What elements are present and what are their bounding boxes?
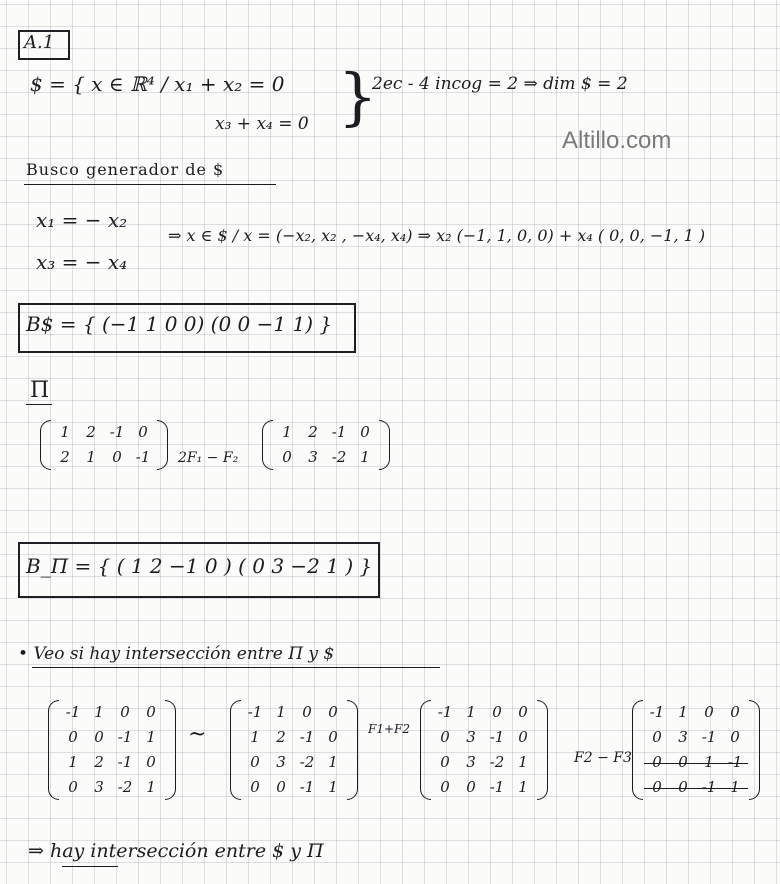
row-operation: 2F₁ − F₂ bbox=[178, 450, 239, 466]
matrix-cell: -1 bbox=[701, 778, 717, 796]
matrix-row bbox=[274, 420, 378, 445]
matrix-left-paren bbox=[262, 420, 273, 470]
strike-line bbox=[644, 763, 748, 764]
matrix-cell: 0 bbox=[276, 778, 286, 796]
row-operation-f2-f3: F2 − F3 bbox=[574, 750, 632, 766]
equivalence-symbol: ~ bbox=[188, 722, 207, 747]
matrix-left-paren bbox=[420, 700, 431, 800]
matrix-right-paren bbox=[347, 700, 358, 800]
matrix-cell: 0 bbox=[120, 703, 130, 721]
matrix-cell: 0 bbox=[68, 778, 78, 796]
reduction-matrix-3 bbox=[432, 700, 536, 800]
matrix-cell: 0 bbox=[440, 728, 450, 746]
matrix-cell: -1 bbox=[135, 448, 151, 466]
matrix-left-paren bbox=[40, 420, 51, 470]
matrix-cell: -1 bbox=[117, 728, 133, 746]
set-definition-line1: $ = { x ∈ ℝ⁴ / x₁ + x₂ = 0 bbox=[30, 72, 285, 96]
matrix-cell: 0 bbox=[492, 703, 502, 721]
matrix-cell: 1 bbox=[60, 423, 70, 441]
matrix-cell: 2 bbox=[60, 448, 70, 466]
matrix-cell: -1 bbox=[299, 778, 315, 796]
matrix-row bbox=[52, 445, 156, 470]
heading-underline bbox=[24, 184, 276, 185]
matrix-cell: -1 bbox=[247, 703, 263, 721]
matrix-cell: -1 bbox=[701, 728, 717, 746]
conclusion-underline bbox=[62, 866, 118, 867]
intersection-heading: • Veo si hay intersección entre Π y $ bbox=[18, 644, 335, 664]
matrix-row bbox=[60, 725, 164, 750]
matrix-right-paren bbox=[157, 420, 168, 470]
matrix-cell: 0 bbox=[730, 728, 740, 746]
matrix-cell: 0 bbox=[138, 423, 148, 441]
matrix-row bbox=[60, 750, 164, 775]
pi-label: Π bbox=[30, 378, 50, 403]
matrix-cell: -2 bbox=[489, 753, 505, 771]
matrix-pi-reduced bbox=[274, 420, 378, 470]
matrix-cell: 1 bbox=[282, 423, 292, 441]
matrix-row bbox=[432, 750, 536, 775]
matrix-cell: 1 bbox=[518, 753, 528, 771]
matrix-cell: 0 bbox=[282, 448, 292, 466]
exercise-title: A.1 bbox=[24, 32, 55, 53]
matrix-cell: 0 bbox=[68, 728, 78, 746]
matrix-cell: 1 bbox=[146, 728, 156, 746]
generator-derivation: ⇒ x ∈ $ / x = (−x₂, x₂ , −x₄, x₄) ⇒ x₂ (−1, 1, 0, 0) + x₄ ( 0, 0, −1, 1 ) bbox=[168, 226, 706, 245]
matrix-cell: -1 bbox=[489, 728, 505, 746]
matrix-cell: 3 bbox=[466, 728, 476, 746]
matrix-cell: 0 bbox=[466, 778, 476, 796]
matrix-cell: 2 bbox=[94, 753, 104, 771]
matrix-cell: 0 bbox=[250, 778, 260, 796]
matrix-row bbox=[274, 445, 378, 470]
matrix-cell: 1 bbox=[94, 703, 104, 721]
matrix-cell: -1 bbox=[299, 728, 315, 746]
matrix-row bbox=[432, 700, 536, 725]
matrix-cell: 0 bbox=[652, 728, 662, 746]
conclusion: ⇒ hay intersección entre $ y Π bbox=[28, 840, 324, 862]
matrix-row bbox=[432, 775, 536, 800]
matrix-cell: 1 bbox=[276, 703, 286, 721]
matrix-cell: 1 bbox=[250, 728, 260, 746]
matrix-cell: -1 bbox=[65, 703, 81, 721]
matrix-cell: 1 bbox=[704, 753, 714, 771]
strike-line bbox=[644, 788, 748, 789]
matrix-cell: 0 bbox=[678, 753, 688, 771]
matrix-cell: -1 bbox=[331, 423, 347, 441]
generator-heading: Busco generador de $ bbox=[26, 160, 225, 179]
basis-pi: B_Π = { ( 1 2 −1 0 ) ( 0 3 −2 1 ) } bbox=[26, 554, 373, 578]
matrix-cell: 0 bbox=[328, 703, 338, 721]
basis-s: B$ = { (−1 1 0 0) (0 0 −1 1) } bbox=[26, 312, 333, 336]
matrix-row bbox=[242, 700, 346, 725]
matrix-cell: 0 bbox=[328, 728, 338, 746]
matrix-left-paren bbox=[632, 700, 643, 800]
matrix-pi-original bbox=[52, 420, 156, 470]
matrix-cell: 1 bbox=[328, 778, 338, 796]
matrix-cell: -1 bbox=[437, 703, 453, 721]
matrix-cell: 3 bbox=[678, 728, 688, 746]
matrix-cell: 1 bbox=[466, 703, 476, 721]
matrix-cell: -1 bbox=[489, 778, 505, 796]
matrix-cell: 1 bbox=[518, 778, 528, 796]
matrix-right-paren bbox=[749, 700, 760, 800]
matrix-cell: 0 bbox=[652, 778, 662, 796]
matrix-cell: 0 bbox=[678, 778, 688, 796]
matrix-cell: 0 bbox=[440, 778, 450, 796]
matrix-row bbox=[60, 775, 164, 800]
matrix-row bbox=[52, 420, 156, 445]
matrix-cell: 1 bbox=[146, 778, 156, 796]
matrix-cell: 3 bbox=[276, 753, 286, 771]
matrix-row bbox=[644, 700, 748, 725]
matrix-left-paren bbox=[48, 700, 59, 800]
matrix-left-paren bbox=[230, 700, 241, 800]
matrix-cell: -2 bbox=[117, 778, 133, 796]
equation-x3: x₃ = − x₄ bbox=[36, 250, 128, 274]
matrix-cell: 0 bbox=[730, 703, 740, 721]
matrix-cell: 2 bbox=[276, 728, 286, 746]
matrix-right-paren bbox=[537, 700, 548, 800]
matrix-cell: 3 bbox=[94, 778, 104, 796]
set-definition-line2: x₃ + x₄ = 0 bbox=[215, 114, 309, 134]
matrix-row bbox=[242, 750, 346, 775]
matrix-cell: 3 bbox=[466, 753, 476, 771]
reduction-matrix-2 bbox=[242, 700, 346, 800]
matrix-cell: -1 bbox=[649, 703, 665, 721]
matrix-cell: 1 bbox=[86, 448, 96, 466]
matrix-cell: 0 bbox=[704, 703, 714, 721]
dimension-note: 2ec - 4 incog = 2 ⇒ dim $ = 2 bbox=[372, 74, 628, 94]
matrix-cell: 0 bbox=[112, 448, 122, 466]
matrix-right-paren bbox=[165, 700, 176, 800]
matrix-cell: 0 bbox=[518, 728, 528, 746]
matrix-cell: -1 bbox=[109, 423, 125, 441]
matrix-cell: -2 bbox=[299, 753, 315, 771]
matrix-row bbox=[242, 775, 346, 800]
intersection-heading-text: Veo si hay intersección entre Π y $ bbox=[33, 644, 335, 664]
intersection-underline bbox=[32, 667, 440, 668]
matrix-cell: 0 bbox=[360, 423, 370, 441]
matrix-cell: 0 bbox=[652, 753, 662, 771]
matrix-cell: 0 bbox=[94, 728, 104, 746]
matrix-cell: 0 bbox=[440, 753, 450, 771]
pi-underline bbox=[26, 404, 52, 405]
matrix-cell: -2 bbox=[331, 448, 347, 466]
matrix-row bbox=[644, 725, 748, 750]
matrix-row bbox=[242, 725, 346, 750]
matrix-cell: 0 bbox=[146, 703, 156, 721]
row-operation-f1-f2: F1+F2 bbox=[368, 722, 410, 736]
matrix-cell: -1 bbox=[727, 753, 743, 771]
matrix-row bbox=[60, 700, 164, 725]
matrix-cell: 1 bbox=[730, 778, 740, 796]
matrix-right-paren bbox=[379, 420, 390, 470]
matrix-cell: 0 bbox=[518, 703, 528, 721]
matrix-cell: 2 bbox=[308, 423, 318, 441]
reduction-matrix-1 bbox=[60, 700, 164, 800]
matrix-cell: 2 bbox=[86, 423, 96, 441]
watermark: Altillo.com bbox=[562, 127, 672, 154]
matrix-cell: 1 bbox=[678, 703, 688, 721]
matrix-cell: 0 bbox=[250, 753, 260, 771]
equation-x1: x₁ = − x₂ bbox=[36, 208, 128, 232]
matrix-cell: 1 bbox=[360, 448, 370, 466]
right-brace: } bbox=[338, 60, 378, 133]
matrix-cell: 0 bbox=[302, 703, 312, 721]
reduction-matrix-4 bbox=[644, 700, 748, 800]
matrix-cell: 1 bbox=[328, 753, 338, 771]
matrix-cell: 3 bbox=[308, 448, 318, 466]
matrix-cell: 0 bbox=[146, 753, 156, 771]
matrix-cell: -1 bbox=[117, 753, 133, 771]
matrix-cell: 1 bbox=[68, 753, 78, 771]
matrix-row bbox=[432, 725, 536, 750]
